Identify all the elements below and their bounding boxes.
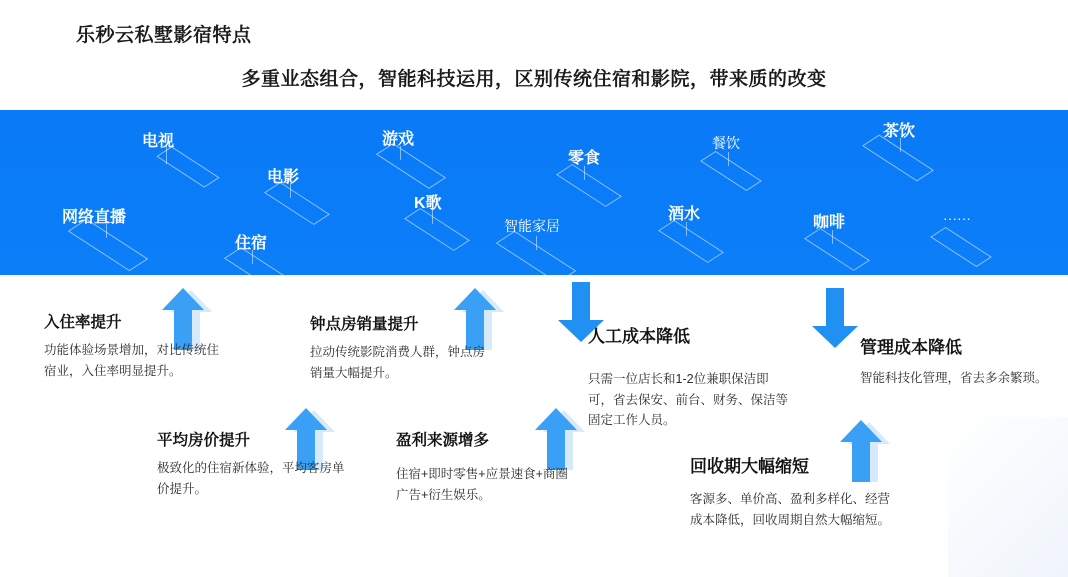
diamond-icon <box>376 143 446 189</box>
stem-line <box>728 152 729 166</box>
banner-tag-karaoke: K歌 <box>414 195 442 212</box>
stem-line <box>536 236 537 250</box>
feature-hourly-room-sales <box>310 312 490 383</box>
banner-tag-dining: 餐饮 <box>712 135 740 151</box>
feature-title: 入住率提升 <box>44 314 122 331</box>
banner-tag-snacks: 零食 <box>568 150 601 167</box>
banner-tag-lodging: 住宿 <box>235 235 268 252</box>
diamond-icon <box>404 208 470 251</box>
feature-desc: 功能体验场景增加，对比传统住宿业，入住率明显提升。 <box>44 343 220 378</box>
feature-title: 钟点房销量提升 <box>310 316 419 333</box>
feature-desc: 智能科技化管理，省去多余繁琐。 <box>860 371 1048 385</box>
banner-tag-tv: 电视 <box>142 133 175 150</box>
feature-title: 平均房价提升 <box>157 432 251 449</box>
diamond-icon <box>658 220 724 263</box>
banner-tag-movie: 电影 <box>267 169 300 186</box>
page-subtitle: 多重业态组合，智能科技运用，区别传统住宿和影院，带来质的改变 <box>241 69 827 90</box>
page-title: 乐秒云私墅影宿特点 <box>76 25 252 46</box>
stem-line <box>686 222 687 236</box>
diamond-icon <box>700 151 762 191</box>
feature-profit-sources <box>396 428 576 505</box>
banner-tag-game: 游戏 <box>382 131 415 148</box>
feature-average-room-price <box>157 428 347 499</box>
banner-tag-smart-home: 智能家居 <box>504 218 560 234</box>
feature-title: 盈利来源增多 <box>396 432 490 449</box>
feature-desc: 拉动传统影院消费人群，钟点房销量大幅提升。 <box>310 345 486 380</box>
feature-desc: 只需一位店长和1-2位兼职保洁即可，省去保安、前台、财务、保洁等固定工作人员。 <box>588 372 789 428</box>
banner-tag-drinks: 酒水 <box>668 206 701 223</box>
feature-desc: 极致化的住宿新体验，平均客房单价提升。 <box>157 461 345 496</box>
feature-title: 管理成本降低 <box>860 338 962 357</box>
feature-title: 人工成本降低 <box>588 327 690 346</box>
stem-line <box>584 166 585 180</box>
services-banner <box>0 110 1068 275</box>
diamond-icon <box>804 228 870 271</box>
feature-title: 回收期大幅缩短 <box>690 457 809 476</box>
banner-tag-livestream: 网络直播 <box>62 209 127 226</box>
feature-payback-period <box>690 452 890 530</box>
diamond-icon <box>264 182 330 225</box>
decorative-gradient <box>948 417 1068 577</box>
diamond-icon <box>862 135 934 182</box>
stem-line <box>832 230 833 244</box>
feature-occupancy-rate <box>44 310 224 381</box>
feature-labor-cost <box>588 322 788 431</box>
banner-tag-tea: 茶饮 <box>883 123 916 140</box>
feature-management-cost <box>860 333 1050 389</box>
banner-tag-more: ······ <box>943 210 971 226</box>
banner-tag-coffee: 咖啡 <box>813 214 846 231</box>
feature-desc: 客源多、单价高、盈利多样化、经营成本降低，回收周期自然大幅缩短。 <box>690 492 891 527</box>
diamond-icon <box>556 164 622 207</box>
diamond-icon <box>930 227 992 267</box>
feature-desc: 住宿+即时零售+应景速食+商圈广告+衍生娱乐。 <box>396 467 568 502</box>
